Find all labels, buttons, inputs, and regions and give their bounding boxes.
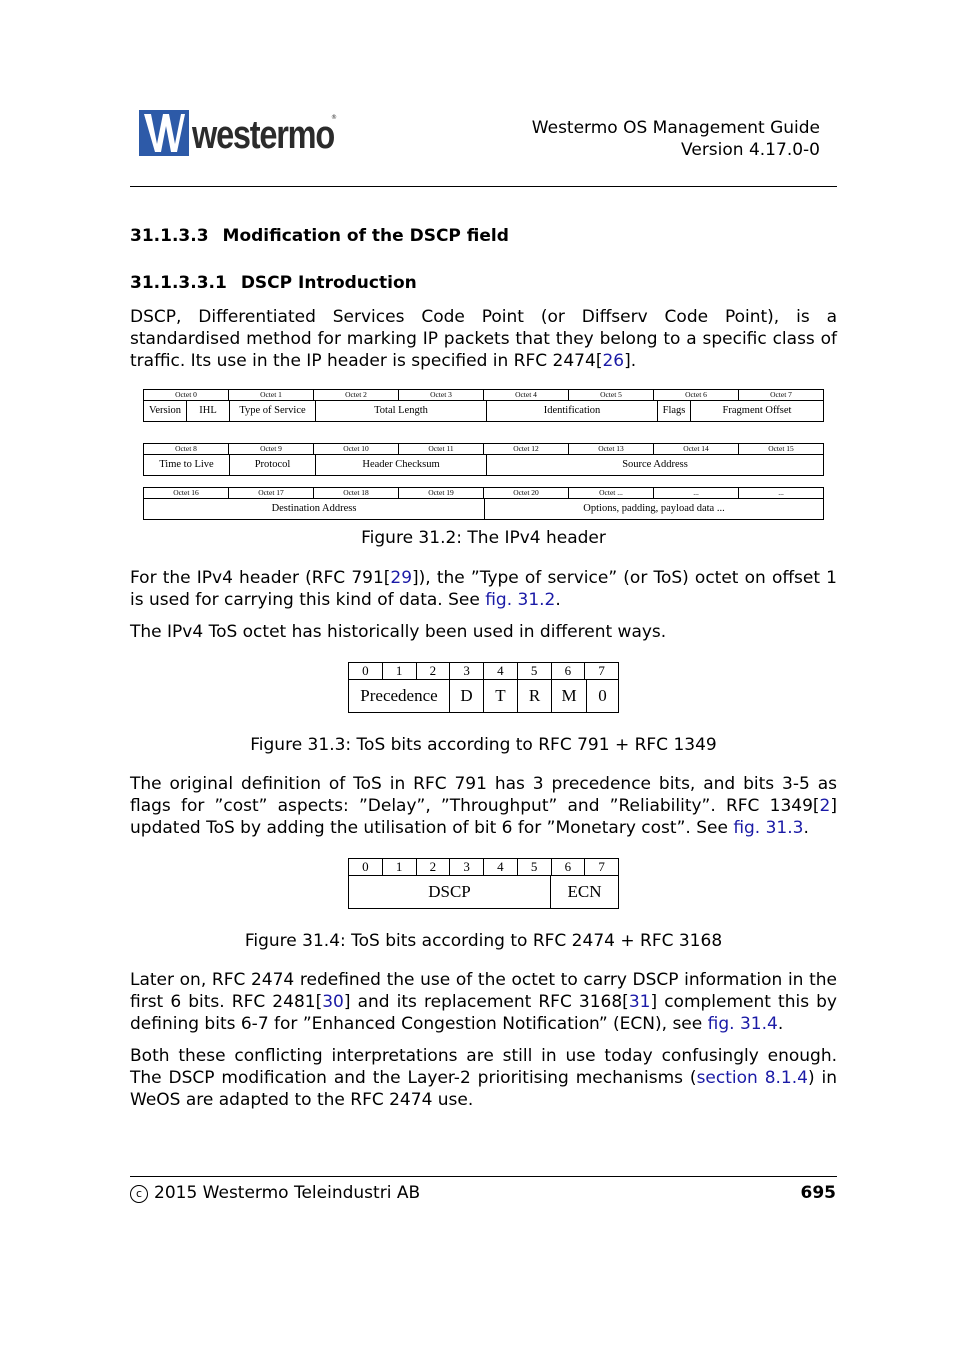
tos-table-rfc2474: 0 1 2 3 4 5 6 7 DSCP ECN (348, 858, 619, 909)
figure-link[interactable]: fig. 31.2 (485, 590, 556, 610)
copyright-icon: c (130, 1185, 148, 1203)
field-options: Options, padding, payload data ... (484, 499, 823, 519)
ipv4-row-0: Octet 0 Octet 1 Octet 2 Octet 3 Octet 4 Octet 5 Octet 6 Octet 7 Version IHL Type of Service Total Length Identification Flags Fragment Offset (143, 389, 824, 422)
copyright-text: 2015 Westermo Teleindustri AB (154, 1183, 421, 1203)
field-source-address: Source Address (486, 455, 823, 475)
field-total-length: Total Length (315, 401, 486, 421)
citation-link[interactable]: 26 (602, 351, 625, 371)
page-number: 695 (800, 1183, 836, 1203)
document-header (532, 117, 820, 161)
doc-title: Westermo OS Management Guide (531, 118, 820, 138)
subsection-number: 31.1.3.3.1 (130, 273, 227, 293)
figure-caption-rfc2474: Figure 31.4: ToS bits according to RFC 2474 + RFC 3168 (244, 931, 723, 951)
ipv4-row-1: Octet 8 Octet 9 Octet 10 Octet 11 Octet 12 Octet 13 Octet 14 Octet 15 Time to Live Protocol Header Checksum Source Address (143, 443, 824, 476)
tos-ecn: ECN (550, 876, 618, 908)
citation-link[interactable]: 2 (819, 796, 831, 816)
field-ttl: Time to Live (159, 459, 214, 470)
section-heading (130, 226, 509, 246)
svg-text:®: ® (331, 114, 337, 121)
section-title: Modification of the DSCP field (222, 226, 509, 246)
paragraph-rfc2474: Later on, RFC 2474 redefined the use of the octet to carry DSCP information in the first 6 bits. RFC 2481[30] and its replacement RFC 3168[31] complement this by defining bits 6-7 for ”Enhanced Congestion Notification” (ECN), see fig. 31.4. (130, 970, 837, 1034)
citation-link[interactable]: 31 (628, 992, 651, 1012)
field-ihl: IHL (186, 401, 229, 421)
paragraph-dscp-intro: DSCP, Differentiated Services Code Point (or Diffserv Code Point), is a standardised method for marking IP packets that they belong to a specific class of traffic. Its use in the IP header is specified in RFC 2474[26]. (130, 307, 837, 371)
field-fragment-offset: Fragment Offset (690, 401, 823, 421)
figure-link[interactable]: fig. 31.4 (707, 1014, 778, 1034)
tos-throughput: T (483, 680, 517, 712)
tos-reliability: R (517, 680, 551, 712)
doc-version: Version 4.17.0-0 (681, 140, 820, 160)
paragraph-tos-history: The IPv4 ToS octet has historically been used in different ways. (130, 622, 667, 642)
field-tos: Type of Service (229, 401, 315, 421)
footer-rule (130, 1176, 837, 1177)
figure-caption-ipv4: Figure 31.2: The IPv4 header (361, 528, 606, 548)
field-identification: Identification (486, 401, 657, 421)
tos-dscp: DSCP (428, 882, 471, 901)
figure-caption-rfc791: Figure 31.3: ToS bits according to RFC 791 + RFC 1349 (250, 735, 717, 755)
tos-monetary: M (551, 680, 586, 712)
citation-link[interactable]: 29 (390, 568, 413, 588)
field-version: Version (148, 405, 182, 416)
logo-wordmark: westermo (191, 113, 335, 156)
westermo-logo (139, 110, 339, 156)
header-rule (130, 186, 837, 187)
field-header-checksum: Header Checksum (315, 455, 486, 475)
footer-copyright (130, 1183, 420, 1203)
paragraph-tos-offset: For the IPv4 header (RFC 791[29]), the ”Type of service” (or ToS) octet on offset 1 is used for carrying this kind of data. See fig. 31.2. (130, 568, 837, 610)
field-protocol: Protocol (229, 455, 315, 475)
tos-reserved: 0 (586, 680, 618, 712)
field-flags: Flags (657, 401, 690, 421)
ipv4-row-2: Octet 16 Octet 17 Octet 18 Octet 19 Octet 20 Octet ... ... ... Destination Address Options, padding, payload data ... (143, 487, 824, 520)
citation-link[interactable]: 30 (322, 992, 344, 1012)
tos-table-rfc791: 0 1 2 3 4 5 6 7 Precedence D T R M 0 (348, 662, 619, 713)
section-link[interactable]: section 8.1.4 (696, 1068, 808, 1088)
section-number: 31.1.3.3 (130, 226, 209, 246)
ipv4-header-diagram (143, 389, 824, 520)
tos-delay: D (449, 680, 483, 712)
paragraph-original-tos: The original definition of ToS in RFC 791 has 3 precedence bits, and bits 3-5 as flags for ”cost” aspects: ”Delay”, ”Throughput” and ”Reliability”. RFC 1349[2] updated ToS by adding the utilisation of bit 6 for ”Monetary cost”. See fig. 31.3. (130, 774, 837, 838)
field-destination-address: Destination Address (271, 503, 357, 514)
tos-precedence: Precedence (360, 686, 438, 705)
figure-link[interactable]: fig. 31.3 (733, 818, 804, 838)
paragraph-conflicting: Both these conflicting interpretations are still in use today confusingly enough. The DSCP modification and the Layer-2 prioritising mechanisms (section 8.1.4) in WeOS are adapted to the RFC 2474 use. (130, 1046, 837, 1110)
subsection-title: DSCP Introduction (240, 273, 417, 293)
subsection-heading (130, 273, 417, 293)
